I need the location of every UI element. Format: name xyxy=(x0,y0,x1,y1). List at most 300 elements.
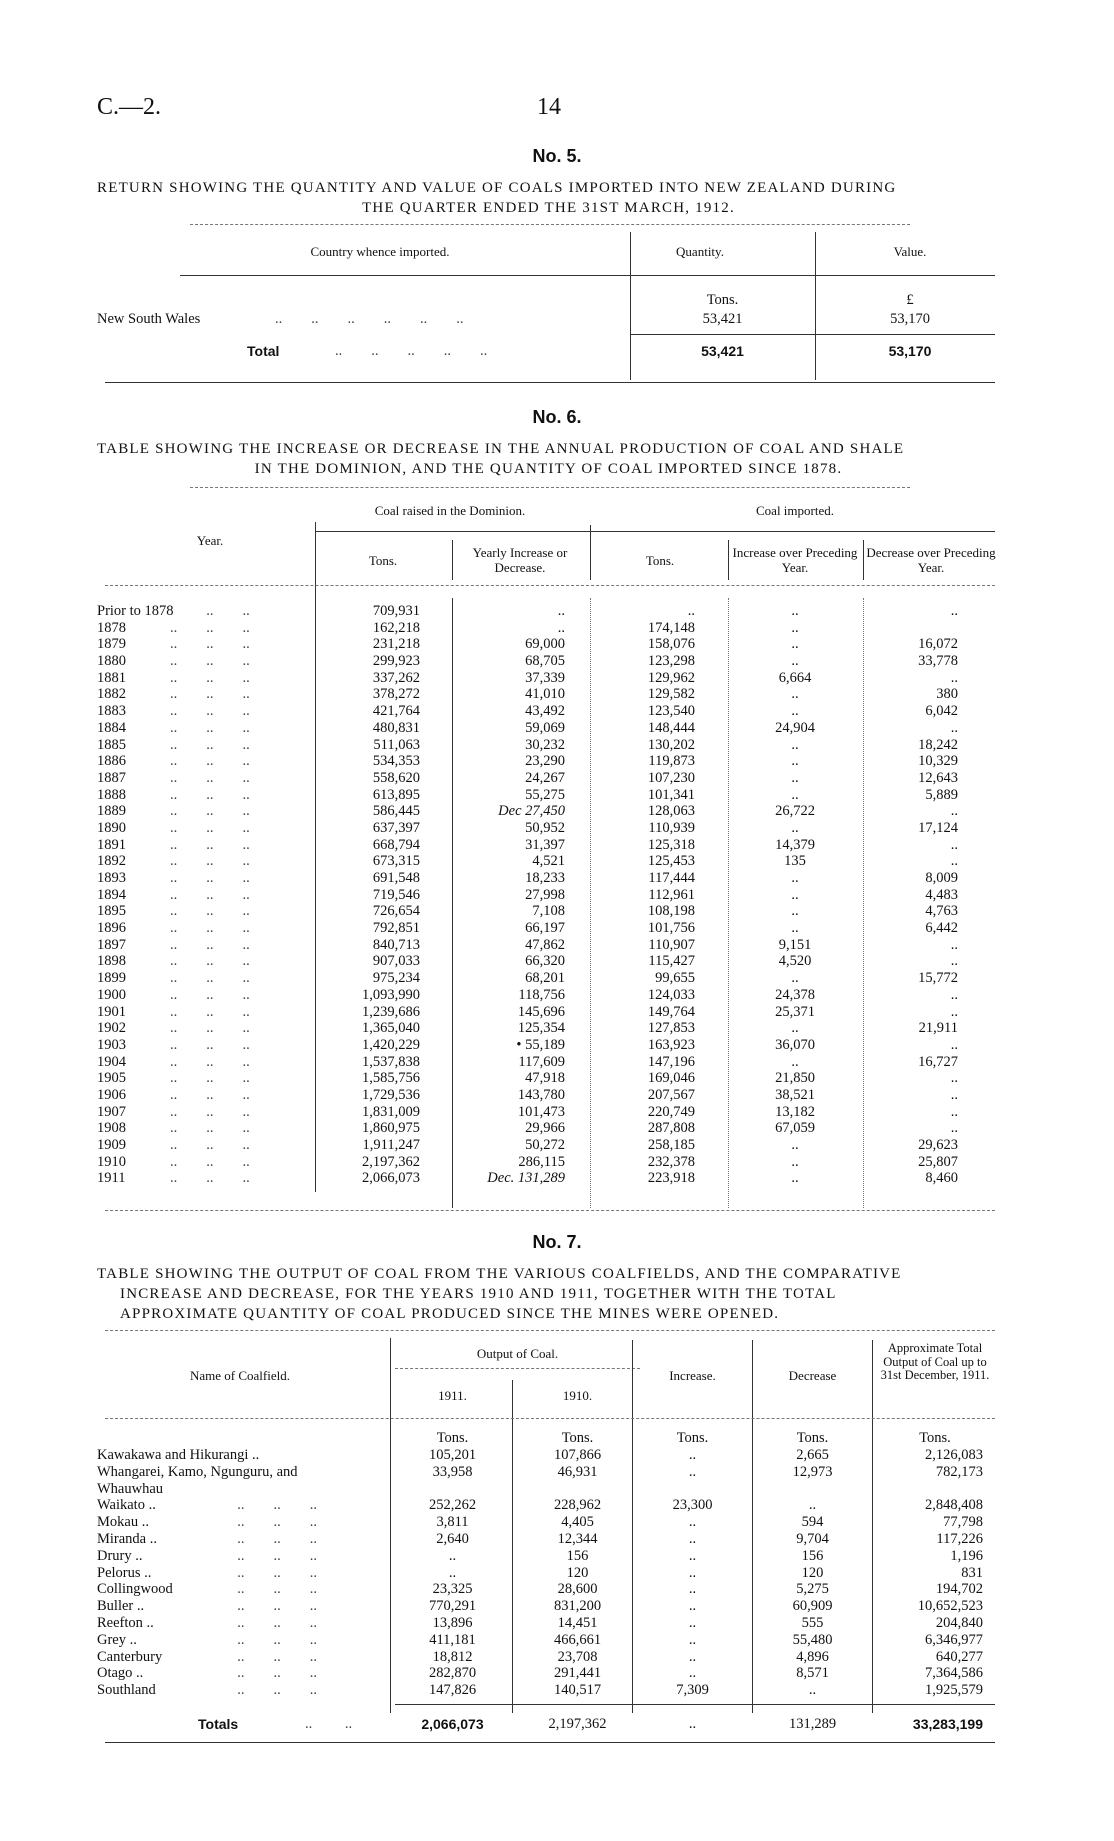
table7-header-total: Approximate Total Output of Coal up to 31st December, 1911. xyxy=(880,1341,990,1382)
table7-total-cell: 204,840 xyxy=(935,1614,983,1631)
table5-row-quantity: 53,421 xyxy=(702,311,743,327)
table6-raised-cell: 691,548 xyxy=(372,870,420,886)
table5-row-value: 53,170 xyxy=(890,311,930,327)
table7-y1910-cell: 466,661 xyxy=(553,1631,602,1648)
table7-y1911-cell: 105,201 xyxy=(428,1447,477,1463)
table6-increase-cell: .. xyxy=(791,1170,799,1187)
table6-decrease-cell: 21,911 xyxy=(918,1020,958,1037)
table6-yearly-cell: 37,339 xyxy=(525,669,565,686)
table6-raised-cell: 637,397 xyxy=(372,819,420,836)
table7-name-cell: Whangarei, Kamo, Ngunguru, and xyxy=(97,1463,298,1480)
table6-imported-cell: 128,063 xyxy=(647,803,695,820)
table7-group-output: Output of Coal. xyxy=(476,1346,559,1361)
table7-name-cell: Miranda .. xyxy=(97,1530,157,1547)
table7-y1910-cell xyxy=(515,1481,640,1498)
table6-increase-cell: .. xyxy=(791,1137,799,1153)
table6-year-cell: 1900 xyxy=(97,986,126,1003)
table6-raised-cell: 231,218 xyxy=(372,636,420,653)
table6-year-cell: 1885 xyxy=(97,736,126,753)
table6-year-cell: 1887 xyxy=(97,769,126,786)
table6-yearly-cell: 4,521 xyxy=(532,853,565,870)
table6-yearly-cell: 24,267 xyxy=(525,769,565,786)
table6-decrease-cell: 8,009 xyxy=(925,870,958,886)
table6-yearly-column xyxy=(455,603,565,1187)
table6-yearly-cell: 47,862 xyxy=(525,936,565,953)
table6-decrease-cell: .. xyxy=(950,1086,958,1103)
table6-increase-cell: 21,850 xyxy=(775,1070,815,1087)
table6-raised-cell: 1,585,756 xyxy=(362,1070,420,1087)
table6-year-cell: 1897 xyxy=(97,936,126,953)
table6-decrease-cell: .. xyxy=(950,1036,958,1053)
table6-title-line1: TABLE SHOWING THE INCREASE OR DECREASE IN THE ANNUAL PRODUCTION OF COAL AND SHALE xyxy=(97,441,905,457)
table6-yearly-cell: 59,069 xyxy=(525,719,565,736)
table6-imported-cell: 117,444 xyxy=(648,870,695,886)
table6-yearly-cell: • 55,189 xyxy=(516,1036,565,1053)
table6-imported-cell: 124,033 xyxy=(647,986,695,1003)
table6-decrease-cell: .. xyxy=(950,986,958,1003)
table5-title-line1: RETURN SHOWING THE QUANTITY AND VALUE OF COALS IMPORTED INTO NEW ZEALAND DURING xyxy=(97,180,897,196)
table6-yearly-cell: 145,696 xyxy=(517,1003,565,1020)
table6-decrease-column xyxy=(866,603,958,1187)
table7-title-line3: APPROXIMATE QUANTITY OF COAL PRODUCED SINCE THE MINES WERE OPENED. xyxy=(120,1306,780,1322)
table6-imported-cell: 112,961 xyxy=(648,886,695,903)
table7-total-cell: 117,226 xyxy=(936,1530,983,1547)
table7-total-cell: 782,173 xyxy=(935,1463,983,1480)
table6-yearly-cell: 27,998 xyxy=(525,886,565,903)
table6-year-cell: 1899 xyxy=(97,970,126,987)
table6-yearly-cell: 41,010 xyxy=(525,686,565,703)
table7-inc-cell: .. xyxy=(688,1648,697,1665)
table6-decrease-cell: 10,329 xyxy=(918,753,958,770)
table6-decrease-cell: 8,460 xyxy=(925,1170,958,1187)
table6-increase-cell: .. xyxy=(791,886,799,903)
table7-dec-cell: 2,665 xyxy=(796,1447,829,1463)
table6-yearly-cell: 68,705 xyxy=(525,653,565,670)
table7-inc-cell: .. xyxy=(688,1447,697,1463)
table6-yearly-cell: 117,609 xyxy=(518,1053,565,1070)
table6-year-cell: 1879 xyxy=(97,636,126,653)
table7-dec-cell: 555 xyxy=(801,1614,824,1631)
table6-decrease-cell: 15,772 xyxy=(918,970,958,987)
table6-increase-cell: .. xyxy=(791,653,799,670)
table5-total-label: Total xyxy=(247,343,280,359)
table7-total-cell: 10,652,523 xyxy=(917,1598,983,1615)
table7-increase-column xyxy=(635,1447,750,1699)
table7-y1910-cell: 228,962 xyxy=(553,1497,602,1514)
table7-y1910-cell: 28,600 xyxy=(557,1581,598,1598)
table6-imported-cell: 287,808 xyxy=(647,1120,695,1137)
table7-total-total: 33,283,199 xyxy=(912,1716,983,1732)
table6-year-cell: 1892 xyxy=(97,853,126,870)
table6-raised-cell: 534,353 xyxy=(372,753,420,770)
table6-increase-cell: .. xyxy=(791,819,799,836)
table6-increase-cell: .. xyxy=(791,619,799,636)
table6-decrease-cell: 5,889 xyxy=(925,786,958,803)
table5-total-value: 53,170 xyxy=(888,343,932,359)
table6-decrease-cell: .. xyxy=(950,603,958,619)
page-number: 14 xyxy=(537,94,561,120)
table6-increase-cell: .. xyxy=(791,753,799,770)
table6-imported-cell: 123,540 xyxy=(647,703,695,720)
table7-y1911-cell: 2,640 xyxy=(436,1530,469,1547)
table6-raised-cell: 1,831,009 xyxy=(362,1103,420,1120)
table6-raised-cell: 840,713 xyxy=(372,936,420,953)
table6-increase-cell: 6,664 xyxy=(778,669,812,686)
table6-year-cell: 1896 xyxy=(97,920,126,937)
table7-y1910-cell: 120 xyxy=(566,1564,589,1581)
table7-name-cell: Grey .. xyxy=(97,1631,137,1648)
table7-unit-increase: Tons. xyxy=(676,1430,709,1446)
table6-header-increase: Increase over Preceding Year. xyxy=(732,545,858,575)
table6-increase-cell: 4,520 xyxy=(778,953,812,970)
table7-inc-cell: .. xyxy=(688,1463,697,1480)
table7-name-cell: Pelorus .. xyxy=(97,1564,152,1581)
table6-decrease-cell: 380 xyxy=(936,686,958,703)
table7-inc-cell: .. xyxy=(688,1530,697,1547)
table6-decrease-cell: 12,643 xyxy=(918,769,958,786)
table7-unit-decrease: Tons. xyxy=(796,1430,829,1446)
table6-yearly-cell: 29,966 xyxy=(525,1120,565,1137)
table6-raised-cell: 668,794 xyxy=(372,836,420,853)
table7-y1910-cell: 46,931 xyxy=(557,1463,598,1480)
table6-yearly-cell: 7,108 xyxy=(532,903,565,920)
table7-total-decrease: 131,289 xyxy=(788,1716,837,1732)
table6-raised-cell: 480,831 xyxy=(372,719,420,736)
table6-imported-cell: 158,076 xyxy=(647,636,695,653)
table6-yearly-cell: 47,918 xyxy=(525,1070,565,1087)
table6-decrease-cell: 6,442 xyxy=(925,920,958,937)
table6-imported-cell: 129,582 xyxy=(647,686,695,703)
table6-yearly-cell: 50,272 xyxy=(525,1137,565,1153)
table6-year-cell: 1888 xyxy=(97,786,126,803)
table6-imported-cell: 125,318 xyxy=(647,836,695,853)
table6-increase-cell: .. xyxy=(791,703,799,720)
table6-decrease-cell: 17,124 xyxy=(918,819,958,836)
table6-imported-cell: 129,962 xyxy=(647,669,695,686)
table7-total-cell: 6,346,977 xyxy=(925,1631,983,1648)
table6-yearly-cell: .. xyxy=(557,619,565,636)
table6-header-tons: Tons. xyxy=(368,553,398,568)
table7-y1910-cell: 156 xyxy=(566,1547,589,1564)
table6-decrease-cell: 33,778 xyxy=(918,653,958,670)
table6-raised-cell: 558,620 xyxy=(372,769,420,786)
table6-year-cell: 1886 xyxy=(97,753,126,770)
table7-dec-cell: .. xyxy=(808,1497,817,1514)
table6-decrease-cell: .. xyxy=(950,836,958,853)
table7-unit-total: Tons. xyxy=(919,1430,951,1446)
table6-raised-cell: 2,066,073 xyxy=(362,1170,420,1187)
table6-year-cell: 1881 xyxy=(97,669,126,686)
table6-header-yearly: Yearly Increase or Decrease. xyxy=(472,545,568,575)
table6-imported-cell: 108,198 xyxy=(647,903,695,920)
table6-increase-cell: .. xyxy=(791,686,799,703)
table7-unit-1911: Tons. xyxy=(436,1430,469,1446)
table6-header-tons2: Tons. xyxy=(645,553,675,568)
table6-year-cell: 1894 xyxy=(97,886,126,903)
table5-header-quantity: Quantity. xyxy=(676,244,724,259)
table6-decrease-cell: 16,727 xyxy=(918,1053,958,1070)
table7-y1911-cell: 770,291 xyxy=(428,1598,477,1615)
table6-imported-column xyxy=(595,603,695,1187)
table6-header-year: Year. xyxy=(196,533,224,548)
table6-decrease-cell: .. xyxy=(950,1103,958,1120)
table7-header-1911: 1911. xyxy=(438,1388,467,1403)
table6-yearly-cell: 143,780 xyxy=(517,1086,565,1103)
table6-decrease-cell: 6,042 xyxy=(925,703,958,720)
table7-1911-column xyxy=(395,1447,510,1699)
table6-header-decrease: Decrease over Preceding Year. xyxy=(866,545,996,575)
table7-dec-cell: 120 xyxy=(801,1564,824,1581)
table7-name-cell: Mokau .. xyxy=(97,1514,149,1531)
table6-increase-cell: 24,904 xyxy=(775,719,815,736)
table7-inc-cell: .. xyxy=(688,1631,697,1648)
table6-raised-cell: 1,239,686 xyxy=(362,1003,420,1020)
table5-total-quantity: 53,421 xyxy=(701,343,744,359)
table7-name-cell: Drury .. xyxy=(97,1547,143,1564)
table6-decrease-cell: .. xyxy=(950,1070,958,1087)
table6-imported-cell: 110,907 xyxy=(648,936,695,953)
table7-inc-cell: .. xyxy=(688,1564,697,1581)
table7-name-cell: Reefton .. xyxy=(97,1614,154,1631)
table6-yearly-cell: 30,232 xyxy=(525,736,565,753)
table6-decrease-cell: .. xyxy=(950,853,958,870)
table6-raised-cell: 709,931 xyxy=(372,603,420,619)
table6-increase-cell: .. xyxy=(791,1053,799,1070)
table6-decrease-cell: .. xyxy=(950,1003,958,1020)
table6-title-line2: IN THE DOMINION, AND THE QUANTITY OF COAL IMPORTED SINCE 1878. xyxy=(254,461,843,477)
table6-yearly-cell: 286,115 xyxy=(518,1153,565,1170)
table6-imported-cell: 115,427 xyxy=(648,953,695,970)
table6-yearly-cell: .. xyxy=(557,603,565,619)
table6-raised-cell: 2,197,362 xyxy=(362,1153,420,1170)
table6-raised-cell: 907,033 xyxy=(372,953,420,970)
table6-imported-cell: 99,655 xyxy=(655,970,695,987)
table7-y1911-cell: .. xyxy=(448,1564,457,1581)
table7-y1911-cell: 147,826 xyxy=(428,1682,477,1699)
table7-total-cell: 7,364,586 xyxy=(925,1665,983,1682)
table7-dec-cell: .. xyxy=(808,1682,817,1699)
table6-increase-cell: .. xyxy=(791,920,799,937)
table6-year-cell: 1889 xyxy=(97,803,126,820)
table6-year-cell: 1907 xyxy=(97,1103,126,1120)
table6-increase-cell: 26,722 xyxy=(775,803,815,820)
table6-raised-cell: 1,537,838 xyxy=(362,1053,420,1070)
table6-increase-cell: .. xyxy=(791,970,799,987)
table7-y1910-cell: 4,405 xyxy=(561,1514,594,1531)
table6-yearly-cell: 18,233 xyxy=(525,870,565,886)
table7-y1911-cell: 3,811 xyxy=(436,1514,469,1531)
table6-decrease-cell: 29,623 xyxy=(918,1137,958,1153)
table6-imported-cell: 163,923 xyxy=(647,1036,695,1053)
table6-increase-cell: .. xyxy=(791,870,799,886)
table6-yearly-cell: 66,197 xyxy=(525,920,565,937)
table6-decrease-cell: 25,807 xyxy=(918,1153,958,1170)
table6-year-cell: Prior to 1878 xyxy=(97,603,174,619)
table6-imported-cell: 125,453 xyxy=(647,853,695,870)
table7-dec-cell: 9,704 xyxy=(796,1530,829,1547)
table7-dec-cell: 55,480 xyxy=(792,1631,833,1648)
table6-imported-cell: 232,378 xyxy=(647,1153,695,1170)
table6-imported-cell: 123,298 xyxy=(647,653,695,670)
table6-raised-cell: 511,063 xyxy=(373,736,420,753)
table6-year-cell: 1911 xyxy=(97,1170,126,1187)
table5-unit-value: £ xyxy=(906,292,914,308)
table6-year-cell: 1904 xyxy=(97,1053,126,1070)
table6-group-imported: Coal imported. xyxy=(756,503,834,518)
table7-header-increase: Increase. xyxy=(669,1368,716,1383)
table7-y1911-cell: 282,870 xyxy=(428,1665,477,1682)
table6-yearly-cell: 69,000 xyxy=(525,636,565,653)
table6-raised-cell: 613,895 xyxy=(372,786,420,803)
table6-raised-cell: 1,729,536 xyxy=(362,1086,420,1103)
table7-y1910-cell: 831,200 xyxy=(553,1598,602,1615)
table7-title-line2: INCREASE AND DECREASE, FOR THE YEARS 1910 AND 1911, TOGETHER WITH THE TOTAL xyxy=(120,1286,837,1302)
table7-dec-cell xyxy=(755,1481,870,1498)
table6-increase-cell: 14,379 xyxy=(775,836,815,853)
table6-imported-cell: 119,873 xyxy=(648,753,695,770)
table6-year-cell: 1903 xyxy=(97,1036,126,1053)
table7-dec-cell: 60,909 xyxy=(792,1598,833,1615)
table6-year-cell: 1898 xyxy=(97,953,126,970)
table7-inc-cell: .. xyxy=(688,1598,697,1615)
table6-decrease-cell: .. xyxy=(950,803,958,820)
table7-decrease-column xyxy=(755,1447,870,1699)
table6-year-cell: 1882 xyxy=(97,686,126,703)
table6-raised-cell: 1,365,040 xyxy=(362,1020,420,1037)
table6-increase-cell: 25,371 xyxy=(775,1003,815,1020)
table7-inc-cell: .. xyxy=(688,1665,697,1682)
table7-inc-cell: 23,300 xyxy=(672,1497,713,1514)
table6-decrease-cell: .. xyxy=(950,936,958,953)
table6-yearly-cell: 43,492 xyxy=(525,703,565,720)
table6-year-cell: 1878 xyxy=(97,619,126,636)
table6-raised-cell: 673,315 xyxy=(372,853,420,870)
table7-inc-cell: .. xyxy=(688,1547,697,1564)
table6-increase-cell: 9,151 xyxy=(778,936,812,953)
table6-imported-cell: 127,853 xyxy=(647,1020,695,1037)
table6-raised-cell: 1,911,247 xyxy=(362,1137,420,1153)
table6-yearly-cell: Dec. 131,289 xyxy=(487,1170,565,1187)
table7-y1911-cell: 252,262 xyxy=(428,1497,477,1514)
table6-increase-cell: .. xyxy=(791,1153,799,1170)
table7-y1911-cell: 13,896 xyxy=(432,1614,473,1631)
table7-total-increase: .. xyxy=(688,1716,697,1732)
table6-year-cell: 1908 xyxy=(97,1120,126,1137)
table6-raised-column xyxy=(320,603,420,1187)
table7-y1910-cell: 291,441 xyxy=(553,1665,602,1682)
table6-yearly-cell: Dec 27,450 xyxy=(498,803,565,820)
table7-inc-cell: 7,309 xyxy=(676,1682,709,1699)
table6-increase-cell: .. xyxy=(791,1020,799,1037)
table6-decrease-cell: .. xyxy=(950,719,958,736)
table7-total-cell: 77,798 xyxy=(943,1514,983,1531)
table6-raised-cell: 1,093,990 xyxy=(362,986,420,1003)
table7-name-cell: Waikato .. xyxy=(97,1497,156,1514)
table6-raised-cell: 792,851 xyxy=(372,920,420,937)
table7-total-column xyxy=(875,1447,983,1699)
table7-dec-cell: 12,973 xyxy=(792,1463,833,1480)
table6-imported-cell: 149,764 xyxy=(647,1003,695,1020)
table7-name-cell: Whauwhau xyxy=(97,1480,164,1497)
table7-total-cell: 640,277 xyxy=(935,1648,983,1665)
table6-year-cell: 1902 xyxy=(97,1020,126,1037)
table6-group-raised: Coal raised in the Dominion. xyxy=(374,503,526,518)
table5-number: No. 5. xyxy=(532,146,582,166)
table6-imported-cell: .. xyxy=(687,603,695,619)
table6-decrease-cell: 18,242 xyxy=(918,736,958,753)
table6-year-cell: 1891 xyxy=(97,836,126,853)
table7-total-cell: 194,702 xyxy=(935,1581,983,1598)
table6-raised-cell: 337,262 xyxy=(372,669,420,686)
table6-yearly-cell: 50,952 xyxy=(525,819,565,836)
table7-dec-cell: 594 xyxy=(801,1514,824,1531)
table6-imported-cell: 148,444 xyxy=(647,719,695,736)
table6-imported-cell: 110,939 xyxy=(648,819,695,836)
table5-header-value: Value. xyxy=(893,244,927,259)
table7-y1910-cell: 140,517 xyxy=(553,1682,602,1699)
table7-name-cell: Otago .. xyxy=(97,1665,144,1682)
table7-unit-1910: Tons. xyxy=(561,1430,594,1446)
table7-name-cell: Buller .. xyxy=(97,1598,145,1615)
table7-total-cell: 2,126,083 xyxy=(925,1447,983,1463)
table6-yearly-cell: 68,201 xyxy=(525,970,565,987)
table6-year-cell: 1895 xyxy=(97,903,126,920)
table7-inc-cell: .. xyxy=(688,1514,697,1531)
document-reference: C.—2. xyxy=(97,94,162,120)
table7-total-1911: 2,066,073 xyxy=(421,1716,484,1732)
table6-decrease-cell: .. xyxy=(950,953,958,970)
table6-imported-cell: 258,185 xyxy=(647,1137,695,1153)
table7-name-cell: Collingwood xyxy=(97,1581,173,1598)
table7-name-cell: Southland xyxy=(97,1682,156,1699)
table6-yearly-cell: 118,756 xyxy=(518,986,565,1003)
table6-raised-cell: 421,764 xyxy=(372,703,420,720)
table6-increase-column xyxy=(730,603,860,1187)
table6-raised-cell: 299,923 xyxy=(372,653,420,670)
table7-inc-cell: .. xyxy=(688,1581,697,1598)
table6-imported-cell: 174,148 xyxy=(647,619,695,636)
table7-header-1910: 1910. xyxy=(562,1388,593,1403)
table7-total-cell: 831 xyxy=(961,1564,983,1581)
table6-raised-cell: 1,420,229 xyxy=(362,1036,420,1053)
table5-title-line2: THE QUARTER ENDED THE 31ST MARCH, 1912. xyxy=(362,200,735,216)
table7-name-cell: Kawakawa and Hikurangi .. xyxy=(97,1447,260,1463)
table6-yearly-cell: 66,320 xyxy=(525,953,565,970)
table7-y1911-cell: 411,181 xyxy=(429,1631,476,1648)
table6-yearly-cell: 55,275 xyxy=(525,786,565,803)
table6-increase-cell: .. xyxy=(791,636,799,653)
table7-total-cell: 2,848,408 xyxy=(925,1497,983,1514)
table6-increase-cell: 67,059 xyxy=(775,1120,815,1137)
table6-imported-cell: 223,918 xyxy=(647,1170,695,1187)
table6-yearly-cell: 101,473 xyxy=(517,1103,565,1120)
table6-year-cell: 1910 xyxy=(97,1153,126,1170)
table6-year-cell: 1884 xyxy=(97,719,126,736)
table5-unit-quantity: Tons. xyxy=(706,292,739,308)
table6-decrease-cell: .. xyxy=(950,669,958,686)
table7-dec-cell: 4,896 xyxy=(796,1648,829,1665)
table5-row-name: New South Wales xyxy=(97,311,201,327)
table6-decrease-cell: 16,072 xyxy=(918,636,958,653)
table6-increase-cell: 38,521 xyxy=(775,1086,815,1103)
table7-name-cell: Canterbury xyxy=(97,1648,163,1665)
table6-decrease-cell: 4,763 xyxy=(925,903,958,920)
table6-decrease-cell xyxy=(866,620,958,637)
table6-imported-cell: 207,567 xyxy=(647,1086,695,1103)
table6-year-cell: 1909 xyxy=(97,1137,126,1153)
table7-y1911-cell: .. xyxy=(448,1547,457,1564)
table6-increase-cell: 13,182 xyxy=(775,1103,815,1120)
